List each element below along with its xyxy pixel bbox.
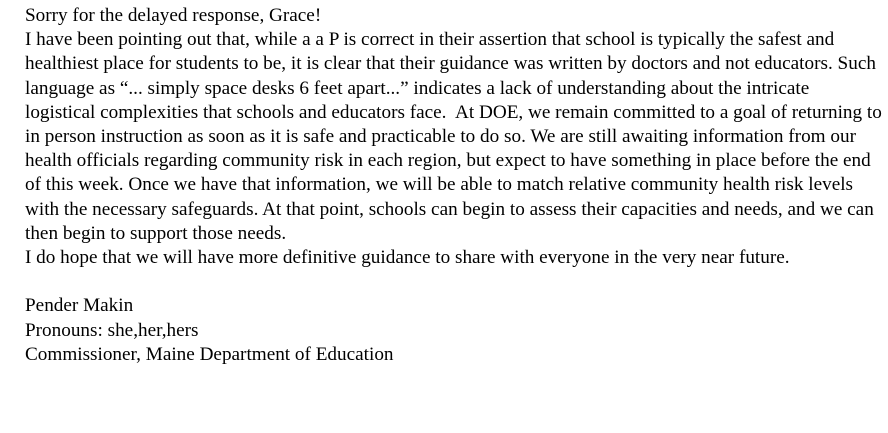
greeting-line: Sorry for the delayed response, Grace! bbox=[25, 5, 322, 26]
signature-name: Pender Makin bbox=[25, 295, 134, 317]
blank-line bbox=[25, 270, 883, 294]
body-paragraph-main: I have been pointing out that, while a a P is correct in their assertion that school is typically the safest and healthiest place for students to be, it is clear that their guidance was written by doctors and not educators. Such language as “... simply space desks 6 feet apart...” indicates a lack of understanding about the intricate logistical complexities that schools and educators face. At DOE, we remain committed to a goal of returning to in person instruction as soon as it is safe and practicable to do so. We are still awaiting information from our health officials regarding community risk in each region, but expect to have something in place before the end of this week. Once we have that information, we will be able to match relative community health risk levels with the necessary safeguards. At that point, schools can begin to assess their capacities and needs, and we can then begin to support those needs. bbox=[25, 29, 887, 244]
signature-title: Commissioner, Maine Department of Education bbox=[25, 343, 394, 365]
email-body bbox=[25, 4, 887, 367]
body-paragraph-closing: I do hope that we will have more definitive guidance to share with everyone in the very near future. bbox=[25, 247, 790, 269]
signature-block bbox=[25, 294, 883, 367]
signature-pronouns: Pronouns: she,her,hers bbox=[25, 319, 199, 341]
